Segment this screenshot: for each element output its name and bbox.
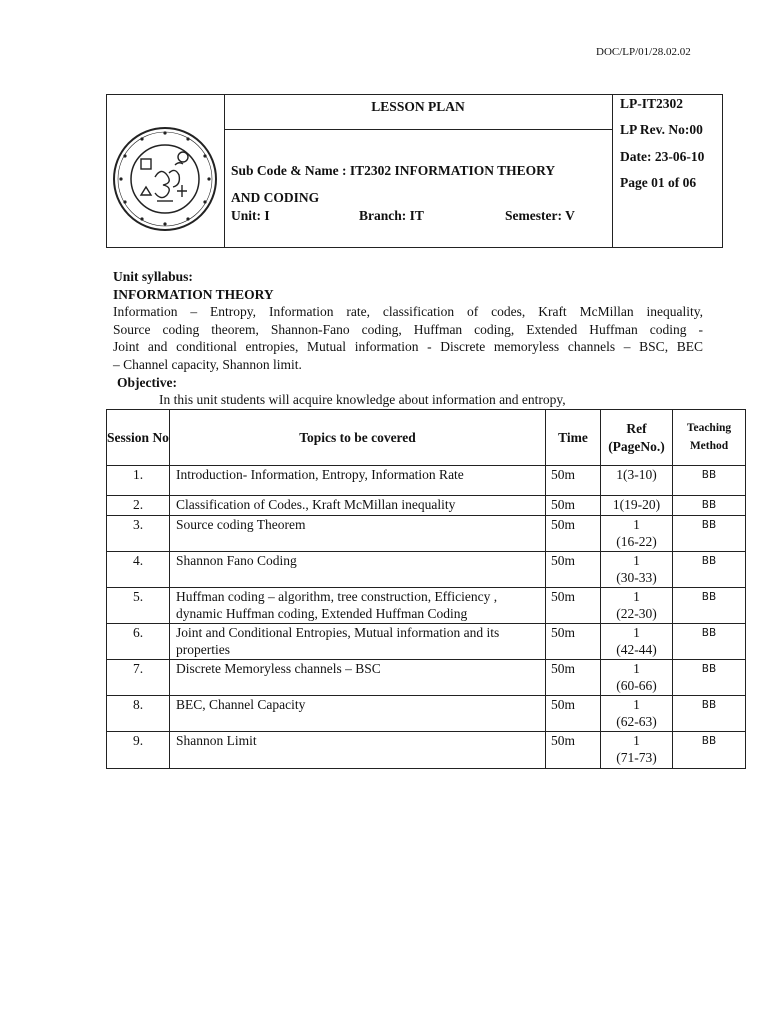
session-reference	[601, 515, 673, 551]
session-reference	[601, 623, 673, 659]
header-time: Time	[546, 410, 601, 466]
reference-book: 1	[633, 624, 640, 640]
reference-book: 1(3-10)	[616, 467, 657, 482]
document-reference: DOC/LP/01/28.02.02	[596, 46, 691, 58]
session-rows	[107, 466, 746, 769]
reference-book: 1	[633, 552, 640, 568]
session-topic: Huffman coding – algorithm, tree construction, Efficiency , dynamic Huffman coding, Extended Huffman Coding	[170, 587, 546, 623]
session-reference	[601, 587, 673, 623]
objective-label: Objective:	[117, 374, 177, 390]
session-reference	[601, 695, 673, 731]
objective-text: In this unit students will acquire knowledge about information and entropy,	[159, 392, 566, 408]
session-reference	[601, 659, 673, 695]
session-topic: Source coding Theorem	[170, 515, 546, 551]
session-time: 50m	[546, 623, 601, 659]
lp-date: Date: 23-06-10	[620, 149, 705, 164]
session-number: 7.	[107, 659, 170, 695]
session-topic: Shannon Limit	[170, 731, 546, 768]
session-teaching-method: BB	[673, 551, 746, 587]
reference-pages: (22-30)	[616, 606, 657, 621]
table-row	[107, 659, 746, 695]
session-time: 50m	[546, 587, 601, 623]
session-teaching-method: BB	[673, 623, 746, 659]
session-time: 50m	[546, 496, 601, 516]
table-row	[107, 551, 746, 587]
session-topic: Classification of Codes., Kraft McMillan inequality	[170, 496, 546, 516]
reference-book: 1(19-20)	[612, 497, 661, 512]
session-teaching-method: BB	[673, 659, 746, 695]
table-row	[107, 731, 746, 768]
session-reference	[601, 496, 673, 516]
semester-label: Semester: V	[505, 208, 575, 223]
header-divider	[224, 129, 612, 130]
session-topic: Discrete Memoryless channels – BSC	[170, 659, 546, 695]
session-topic: Joint and Conditional Entropies, Mutual information and its properties	[170, 623, 546, 659]
lp-revision: LP Rev. No:00	[620, 122, 703, 137]
table-row	[107, 623, 746, 659]
syllabus-line: Information – Entropy, Information rate, classification of codes, Kraft McMillan inequality,	[113, 304, 703, 320]
session-reference	[601, 731, 673, 768]
syllabus-line: Source coding theorem, Shannon-Fano coding, Huffman coding, Extended Huffman coding -	[113, 321, 703, 337]
header-teaching-method: Teaching Method	[673, 410, 746, 466]
table-row	[107, 587, 746, 623]
session-time: 50m	[546, 695, 601, 731]
lesson-plan-header	[106, 94, 723, 248]
session-time: 50m	[546, 515, 601, 551]
lp-code: LP-IT2302	[620, 96, 684, 111]
header-ref: Ref (PageNo.)	[601, 410, 673, 466]
lp-page-number: Page 01 of 06	[620, 175, 697, 190]
header-topics: Topics to be covered	[170, 410, 546, 466]
session-number: 6.	[107, 623, 170, 659]
session-time: 50m	[546, 551, 601, 587]
session-reference	[601, 551, 673, 587]
subject-code-line: Sub Code & Name : IT2302 INFORMATION THEORY	[231, 163, 556, 178]
session-teaching-method: BB	[673, 695, 746, 731]
session-topic: BEC, Channel Capacity	[170, 695, 546, 731]
reference-book: 1	[633, 516, 640, 532]
session-teaching-method: BB	[673, 515, 746, 551]
session-time: 50m	[546, 731, 601, 768]
table-row	[107, 515, 746, 551]
lesson-plan-title: LESSON PLAN	[371, 99, 465, 114]
reference-pages: (30-33)	[616, 570, 657, 585]
session-topic: Introduction- Information, Entropy, Information Rate	[170, 466, 546, 496]
session-teaching-method: BB	[673, 731, 746, 768]
reference-pages: (16-22)	[616, 534, 657, 549]
reference-book: 1	[633, 732, 640, 748]
session-table	[106, 409, 746, 769]
subject-code-line: AND CODING	[231, 190, 320, 205]
session-number: 1.	[107, 466, 170, 496]
session-topic: Shannon Fano Coding	[170, 551, 546, 587]
session-teaching-method: BB	[673, 587, 746, 623]
session-teaching-method: BB	[673, 496, 746, 516]
session-number: 9.	[107, 731, 170, 768]
reference-pages: (42-44)	[616, 642, 657, 657]
session-time: 50m	[546, 659, 601, 695]
session-time: 50m	[546, 466, 601, 496]
table-row	[107, 466, 746, 496]
reference-pages: (71-73)	[616, 750, 657, 765]
session-number: 8.	[107, 695, 170, 731]
session-number: 4.	[107, 551, 170, 587]
syllabus-line: – Channel capacity, Shannon limit.	[113, 356, 302, 372]
reference-book: 1	[633, 588, 640, 604]
header-divider	[224, 95, 225, 247]
unit-label: Unit: I	[231, 208, 270, 223]
subject-code-name	[231, 157, 606, 211]
session-number: 2.	[107, 496, 170, 516]
session-number: 3.	[107, 515, 170, 551]
reference-pages: (62-63)	[616, 714, 657, 729]
session-reference	[601, 466, 673, 496]
table-header-row	[107, 410, 746, 466]
college-seal-logo	[111, 125, 219, 233]
unit-syllabus	[113, 268, 703, 409]
table-row	[107, 496, 746, 516]
syllabus-label: Unit syllabus:	[113, 269, 193, 284]
table-row	[107, 695, 746, 731]
reference-book: 1	[633, 660, 640, 676]
reference-book: 1	[633, 696, 640, 712]
session-teaching-method: BB	[673, 466, 746, 496]
reference-pages: (60-66)	[616, 678, 657, 693]
session-number: 5.	[107, 587, 170, 623]
header-divider	[612, 95, 613, 247]
syllabus-line: Joint and conditional entropies, Mutual information - Discrete memoryless channels – BSC, BEC	[113, 339, 703, 355]
branch-label: Branch: IT	[359, 208, 424, 223]
header-session-no: Session No	[107, 410, 170, 466]
syllabus-heading: INFORMATION THEORY	[113, 286, 274, 302]
